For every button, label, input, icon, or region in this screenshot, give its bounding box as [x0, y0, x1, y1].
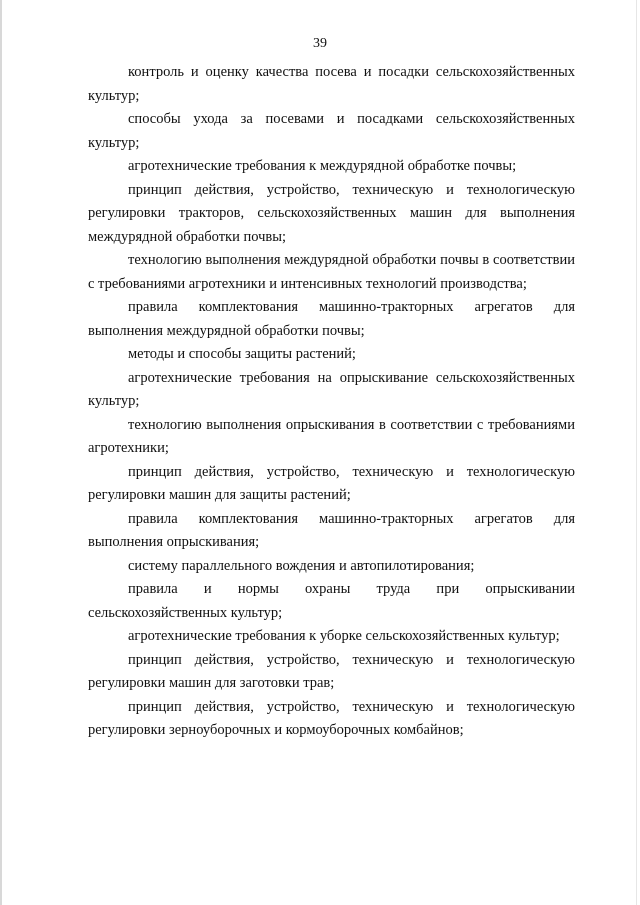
- paragraph: агротехнические требования к междурядной обработке почвы;: [128, 158, 517, 174]
- paragraph: принцип действия, устройство, техническую и технологическую регулировки тракторов, сельскохозяйственных машин для выполнения междурядной обработки почвы;: [88, 181, 575, 245]
- paragraph: агротехнические требования на опрыскивание сельскохозяйственных культур;: [88, 369, 575, 409]
- paragraph: систему параллельного вождения и автопилотирования;: [128, 557, 475, 574]
- paragraph: принцип действия, устройство, техническую и технологическую регулировки зерноуборочных и кормоуборочных комбайнов;: [88, 698, 575, 738]
- scan-right-edge: [636, 0, 637, 905]
- page-number: 39: [313, 36, 327, 51]
- paragraph: технологию выполнения междурядной обработки почвы в соответствии с требованиями агротехники и интенсивных технологий производства;: [88, 252, 575, 292]
- paragraph: методы и способы защиты растений;: [128, 346, 356, 362]
- paragraph: принцип действия, устройство, техническую и технологическую регулировки машин для защиты растений;: [88, 463, 575, 503]
- document-body: [88, 61, 575, 743]
- paragraph: способы ухода за посевами и посадками сельскохозяйственных культур;: [88, 111, 575, 151]
- paragraph: правила и нормы охраны труда при опрыскивании сельскохозяйственных культур;: [88, 581, 575, 621]
- paragraph: принцип действия, устройство, техническую и технологическую регулировки машин для заготовки трав;: [88, 651, 575, 691]
- paragraph: правила комплектования машинно-тракторных агрегатов для выполнения опрыскивания;: [88, 510, 575, 550]
- paragraph: технологию выполнения опрыскивания в соответствии с требованиями агротехники;: [88, 416, 575, 456]
- paragraph: правила комплектования машинно-тракторных агрегатов для выполнения междурядной обработки почвы;: [88, 299, 575, 339]
- paragraph: агротехнические требования к уборке сельскохозяйственных культур;: [128, 628, 560, 644]
- paragraph: контроль и оценку качества посева и посадки сельскохозяйственных культур;: [88, 64, 575, 104]
- scan-left-edge: [0, 0, 2, 905]
